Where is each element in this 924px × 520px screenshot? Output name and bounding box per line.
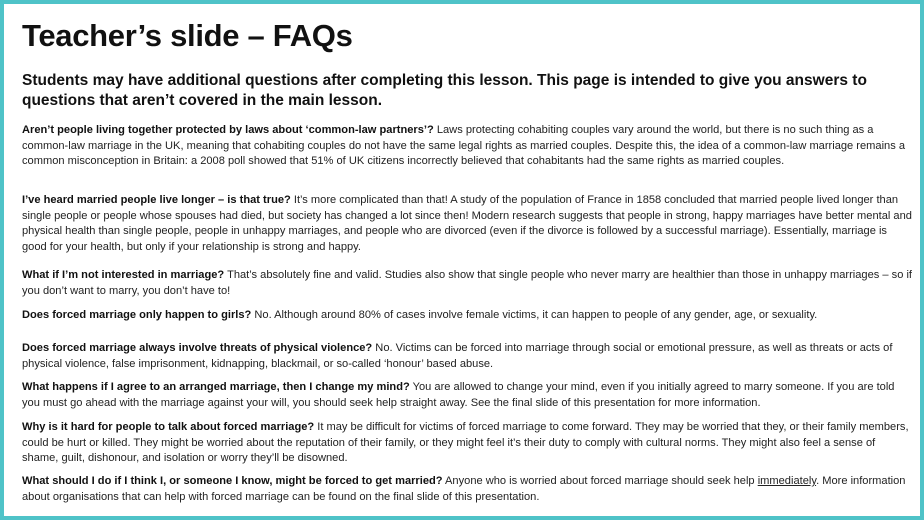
faq-answer: No. Although around 80% of cases involve female victims, it can happen to people of any gender, age, or sexuality. [251,309,818,321]
faq-question: Aren’t people living together protected by laws about ‘common-law partners’? [22,124,434,136]
faq-answer: It may be difficult for victims of forced marriage to come forward. They may be worried that they, or their family members, could be hurt or killed. They might be worried about the reputation of their family, or they might feel it’s their duty to comply with cultural norms. They might also feel a sense of shame, guilt, dishonour, and isolation or worry they’ll be disowned. [22,421,909,465]
faq-question: What if I’m not interested in marriage? [22,269,225,281]
faq-question: Does forced marriage always involve threats of physical violence? [22,342,373,354]
faq-item [22,341,912,372]
page-title: Teacher’s slide – FAQs [22,18,353,53]
faq-answer: It’s more complicated than that! A study of the population of France in 1858 concluded that married people lived longer than single people or people whose spouses had died, but society has changed a lot since then! Modern research suggests that people in strong, happy marriages have better mental and physical health than single people, people in unhappy marriages, and people who are divorced (even if the divorce is followed by a successful marriage). Essentially, marriage is good for your health, but only if your relationship is strong and happy. [22,194,912,253]
faq-item [22,268,912,299]
faq-question: Why is it hard for people to talk about forced marriage? [22,421,315,433]
faq-question: What happens if I agree to an arranged marriage, then I change my mind? [22,381,410,393]
faq-item [22,474,912,505]
faq-question: I’ve heard married people live longer – is that true? [22,194,291,206]
faq-item [22,308,912,324]
faq-item [22,123,912,170]
faq-answer: Anyone who is worried about forced marriage should seek help [442,475,758,487]
faq-answer: You are allowed to change your mind, even if you initially agreed to marry someone. If you are told you must go ahead with the marriage against your will, you should seek help straight away. See the final slide of this presentation for more information. [22,381,895,409]
page-subtitle: Students may have additional questions after completing this lesson. This page is intended to give you answers to questions that aren’t covered in the main lesson. [22,72,867,109]
faq-question: What should I do if I think I, or someone I know, might be forced to get married? [22,475,443,487]
faq-answer-end: . More information about organisations that can help with forced marriage can be found on the final slide of this presentation. [22,475,906,503]
faq-item [22,380,912,411]
faq-question: Does forced marriage only happen to girls? [22,309,252,321]
faq-item [22,193,912,255]
faq-answer: No. Victims can be forced into marriage through social or emotional pressure, as well as threats or acts of physical violence, false imprisonment, kidnapping, blackmail, or so-called ‘honour’ based abuse. [22,342,893,370]
faq-answer: That’s absolutely fine and valid. Studies also show that single people who never marry are healthier than those in unhappy marriages – so if you don’t want to marry, you don’t have to! [22,269,912,297]
faq-item [22,420,912,467]
faq-answer: Laws protecting cohabiting couples vary around the world, but there is no such thing as a common-law marriage in the UK, meaning that cohabiting couples do not have the same legal rights as married couples. Despite this, the idea of a common-law marriage remains a common misconception in Britain: a 2008 poll showed that 51% of UK citizens incorrectly believed that cohabitants had the same rights as married couples. [22,124,906,168]
emphasis-immediately: immediately [757,475,817,487]
